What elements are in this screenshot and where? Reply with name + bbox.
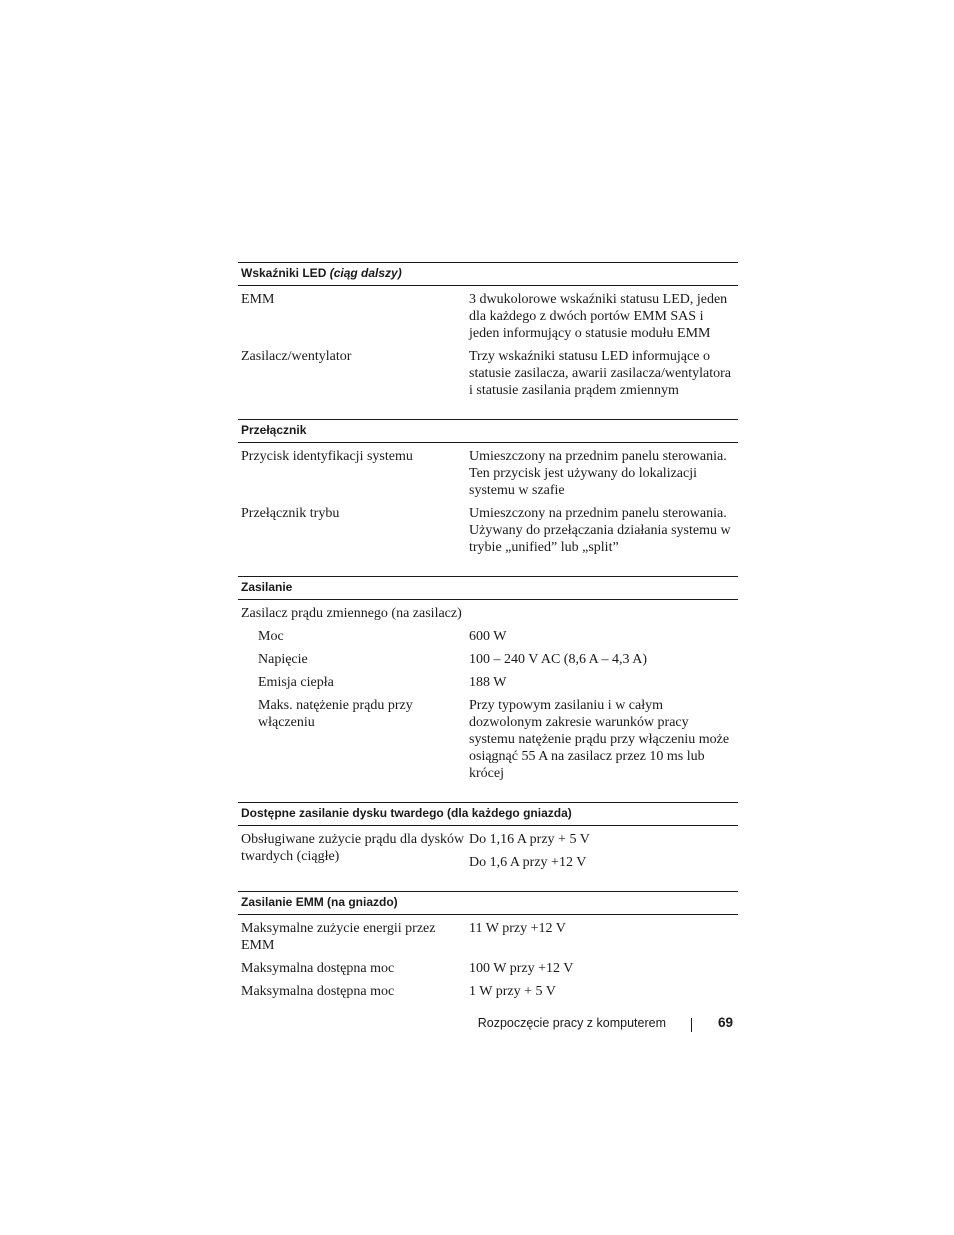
spec-value xyxy=(469,348,738,399)
spec-label: Zasilacz/wentylator xyxy=(241,349,352,364)
spec-value-line: 100 – 240 V AC (8,6 A – 4,3 A) xyxy=(469,652,648,667)
spec-value-line: Do 1,6 A przy +12 V xyxy=(469,855,587,870)
spec-value xyxy=(469,674,738,691)
section-rows xyxy=(238,915,738,1020)
spec-row xyxy=(238,605,738,622)
section-rows xyxy=(238,443,738,576)
spec-row xyxy=(238,831,738,871)
section-title: Zasilanie EMM (na gniazdo) xyxy=(241,895,398,909)
spec-value xyxy=(469,960,738,977)
spec-label: Maksymalne zużycie energii przez EMM xyxy=(241,921,436,953)
spec-value xyxy=(469,920,738,954)
spec-label: EMM xyxy=(241,292,275,307)
section-header xyxy=(238,262,738,286)
spec-table xyxy=(238,262,738,1020)
spec-value xyxy=(469,291,738,342)
spec-value-line: Umieszczony na przednim panelu sterowania. Ten przycisk jest używany do lokalizacji systemu w szafie xyxy=(469,449,727,498)
spec-value-line: Umieszczony na przednim panelu sterowania. Używany do przełączania działania systemu w trybie „unified” lub „split” xyxy=(469,506,731,555)
spec-value-line: 3 dwukolorowe wskaźniki statusu LED, jeden dla każdego z dwóch portów EMM SAS i jeden informujący o statusie modułu EMM xyxy=(469,292,728,341)
spec-value xyxy=(469,697,738,782)
section-title: Przełącznik xyxy=(241,423,307,437)
section-header xyxy=(238,576,738,600)
page-number: 69 xyxy=(717,1015,733,1030)
spec-row xyxy=(238,348,738,399)
footer-divider xyxy=(691,1018,692,1032)
spec-value xyxy=(469,505,738,556)
section-title: Dostępne zasilanie dysku twardego (dla każdego gniazda) xyxy=(241,806,572,820)
spec-row xyxy=(238,628,738,645)
spec-row xyxy=(238,651,738,668)
spec-label: Moc xyxy=(258,629,284,644)
spec-value-line: 11 W przy +12 V xyxy=(469,921,566,936)
spec-subheading: Zasilacz prądu zmiennego (na zasilacz) xyxy=(241,606,462,621)
spec-value-line: Do 1,16 A przy + 5 V xyxy=(469,832,590,847)
section-title: Zasilanie xyxy=(241,580,293,594)
spec-row xyxy=(238,960,738,977)
spec-label: Obsługiwane zużycie prądu dla dysków twardych (ciągłe) xyxy=(241,832,465,864)
spec-value xyxy=(469,651,738,668)
footer-chapter-title: Rozpoczęcie pracy z komputerem xyxy=(477,1016,666,1030)
section-title: Wskaźniki LED xyxy=(241,266,327,280)
spec-label: Przycisk identyfikacji systemu xyxy=(241,449,413,464)
spec-row xyxy=(238,697,738,782)
spec-value-line: 188 W xyxy=(469,675,507,690)
spec-label: Napięcie xyxy=(258,652,308,667)
spec-value-line: Trzy wskaźniki statusu LED informujące o statusie zasilacza, awarii zasilacza/wentylatora i statusie zasilania prądem zmiennym xyxy=(469,349,731,398)
section-rows xyxy=(238,600,738,802)
spec-value xyxy=(469,628,738,645)
spec-row xyxy=(238,920,738,954)
section-title-suffix: (ciąg dalszy) xyxy=(329,266,402,280)
spec-label: Maks. natężenie prądu przy włączeniu xyxy=(258,698,413,730)
spec-label: Maksymalna dostępna moc xyxy=(241,961,395,976)
spec-value-line: 600 W xyxy=(469,629,507,644)
section-header xyxy=(238,891,738,915)
spec-value xyxy=(469,983,738,1000)
spec-row xyxy=(238,674,738,691)
spec-row xyxy=(238,448,738,499)
spec-label: Emisja ciepła xyxy=(258,675,334,690)
spec-value xyxy=(469,448,738,499)
section-rows xyxy=(238,826,738,891)
section-header xyxy=(238,419,738,443)
spec-label: Maksymalna dostępna moc xyxy=(241,984,395,999)
spec-value xyxy=(469,831,738,871)
spec-value-line: 100 W przy +12 V xyxy=(469,961,574,976)
spec-label: Przełącznik trybu xyxy=(241,506,340,521)
spec-value-line: Przy typowym zasilaniu i w całym dozwolonym zakresie warunków pracy systemu natężenie prądu przy włączeniu może osiągnąć 55 A na zasilacz przez 10 ms lub krócej xyxy=(469,698,730,781)
spec-value-line: 1 W przy + 5 V xyxy=(469,984,556,999)
spec-row xyxy=(238,505,738,556)
spec-row xyxy=(238,291,738,342)
section-rows xyxy=(238,286,738,419)
section-header xyxy=(238,802,738,826)
spec-row xyxy=(238,983,738,1000)
